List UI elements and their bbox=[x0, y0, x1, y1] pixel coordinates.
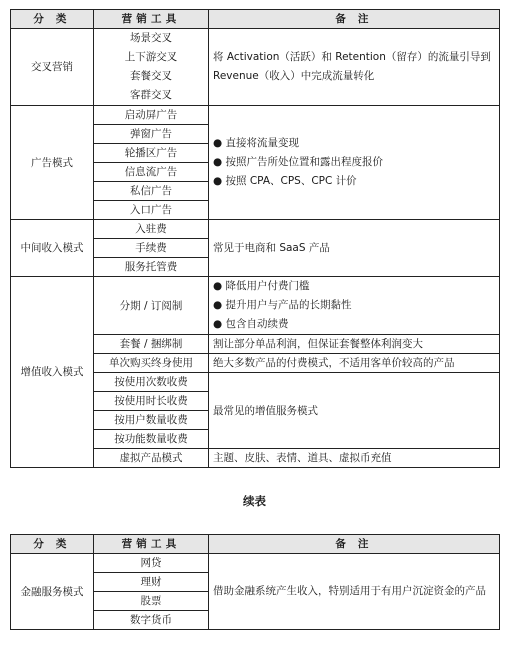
tool-cell bbox=[94, 29, 209, 106]
tool-cell: 服务托管费 bbox=[94, 258, 209, 277]
tool-cell: 按功能数量收费 bbox=[94, 430, 209, 449]
note-cell: 常见于电商和 SaaS 产品 bbox=[209, 220, 500, 277]
table-row bbox=[11, 29, 500, 106]
category-finance: 金融服务模式 bbox=[11, 554, 94, 630]
tool-cell: 轮播区广告 bbox=[94, 144, 209, 163]
tool-cell: 按使用时长收费 bbox=[94, 392, 209, 411]
note-cell bbox=[209, 106, 500, 220]
revenue-model-table-continued bbox=[10, 534, 500, 630]
continued-label: 续表 bbox=[243, 494, 266, 508]
note-cell: 将 Activation（活跃）和 Retention（留存）的流量引导到 Revenue（收入）中完成流量转化 bbox=[209, 29, 500, 106]
table-row bbox=[11, 277, 500, 335]
note-bullet: ● 包含自动续费 bbox=[213, 318, 289, 330]
header-note: 备 注 bbox=[209, 535, 500, 554]
category-middle-income: 中间收入模式 bbox=[11, 220, 94, 277]
revenue-model-table bbox=[10, 9, 500, 468]
table-header-row bbox=[11, 10, 500, 29]
tool-cell: 弹窗广告 bbox=[94, 125, 209, 144]
note-cell: 最常见的增值服务模式 bbox=[209, 373, 500, 449]
header-category: 分 类 bbox=[11, 10, 94, 29]
note-cell: 割让部分单品利润，但保证套餐整体利润变大 bbox=[209, 335, 500, 354]
table-row bbox=[11, 106, 500, 125]
tool-cell: 分期 / 订阅制 bbox=[94, 277, 209, 335]
tool-cell: 按使用次数收费 bbox=[94, 373, 209, 392]
note-cell: 绝大多数产品的付费模式，不适用客单价较高的产品 bbox=[209, 354, 500, 373]
category-ads: 广告模式 bbox=[11, 106, 94, 220]
note-cell bbox=[209, 277, 500, 335]
tool-cell: 股票 bbox=[94, 592, 209, 611]
tool-cell: 私信广告 bbox=[94, 182, 209, 201]
note-bullet: ● 直接将流量变现 bbox=[213, 137, 299, 149]
note-cell: 主题、皮肤、表情、道具、虚拟币充值 bbox=[209, 449, 500, 468]
tool-cell: 单次购买终身使用 bbox=[94, 354, 209, 373]
tool-cell: 数字货币 bbox=[94, 611, 209, 630]
header-note: 备 注 bbox=[209, 10, 500, 29]
table-row bbox=[11, 220, 500, 239]
note-bullet: ● 降低用户付费门槛 bbox=[213, 280, 310, 292]
tool-item: 套餐交叉 bbox=[130, 70, 172, 82]
tool-cell: 套餐 / 捆绑制 bbox=[94, 335, 209, 354]
header-tool: 营销工具 bbox=[94, 535, 209, 554]
category-cross-marketing: 交叉营销 bbox=[11, 29, 94, 106]
tool-item: 场景交叉 bbox=[130, 32, 172, 44]
note-bullet: ● 按照 CPA、CPS、CPC 计价 bbox=[213, 175, 357, 187]
note-bullet: ● 提升用户与产品的长期黏性 bbox=[213, 299, 352, 311]
tool-cell: 入驻费 bbox=[94, 220, 209, 239]
tool-cell: 虚拟产品模式 bbox=[94, 449, 209, 468]
header-tool: 营销工具 bbox=[94, 10, 209, 29]
note-bullet: ● 按照广告所处位置和露出程度报价 bbox=[213, 156, 383, 168]
tool-cell: 入口广告 bbox=[94, 201, 209, 220]
note-cell: 借助金融系统产生收入，特别适用于有用户沉淀资金的产品 bbox=[209, 554, 500, 630]
tool-cell: 网贷 bbox=[94, 554, 209, 573]
table-row bbox=[11, 554, 500, 573]
table-header-row bbox=[11, 535, 500, 554]
tool-cell: 按用户数量收费 bbox=[94, 411, 209, 430]
tool-item: 上下游交叉 bbox=[124, 51, 178, 63]
category-value-added: 增值收入模式 bbox=[11, 277, 94, 468]
tool-cell: 手续费 bbox=[94, 239, 209, 258]
header-category: 分 类 bbox=[11, 535, 94, 554]
tool-item: 客群交叉 bbox=[130, 89, 172, 101]
tool-cell: 启动屏广告 bbox=[94, 106, 209, 125]
tool-cell: 信息流广告 bbox=[94, 163, 209, 182]
tool-cell: 理财 bbox=[94, 573, 209, 592]
